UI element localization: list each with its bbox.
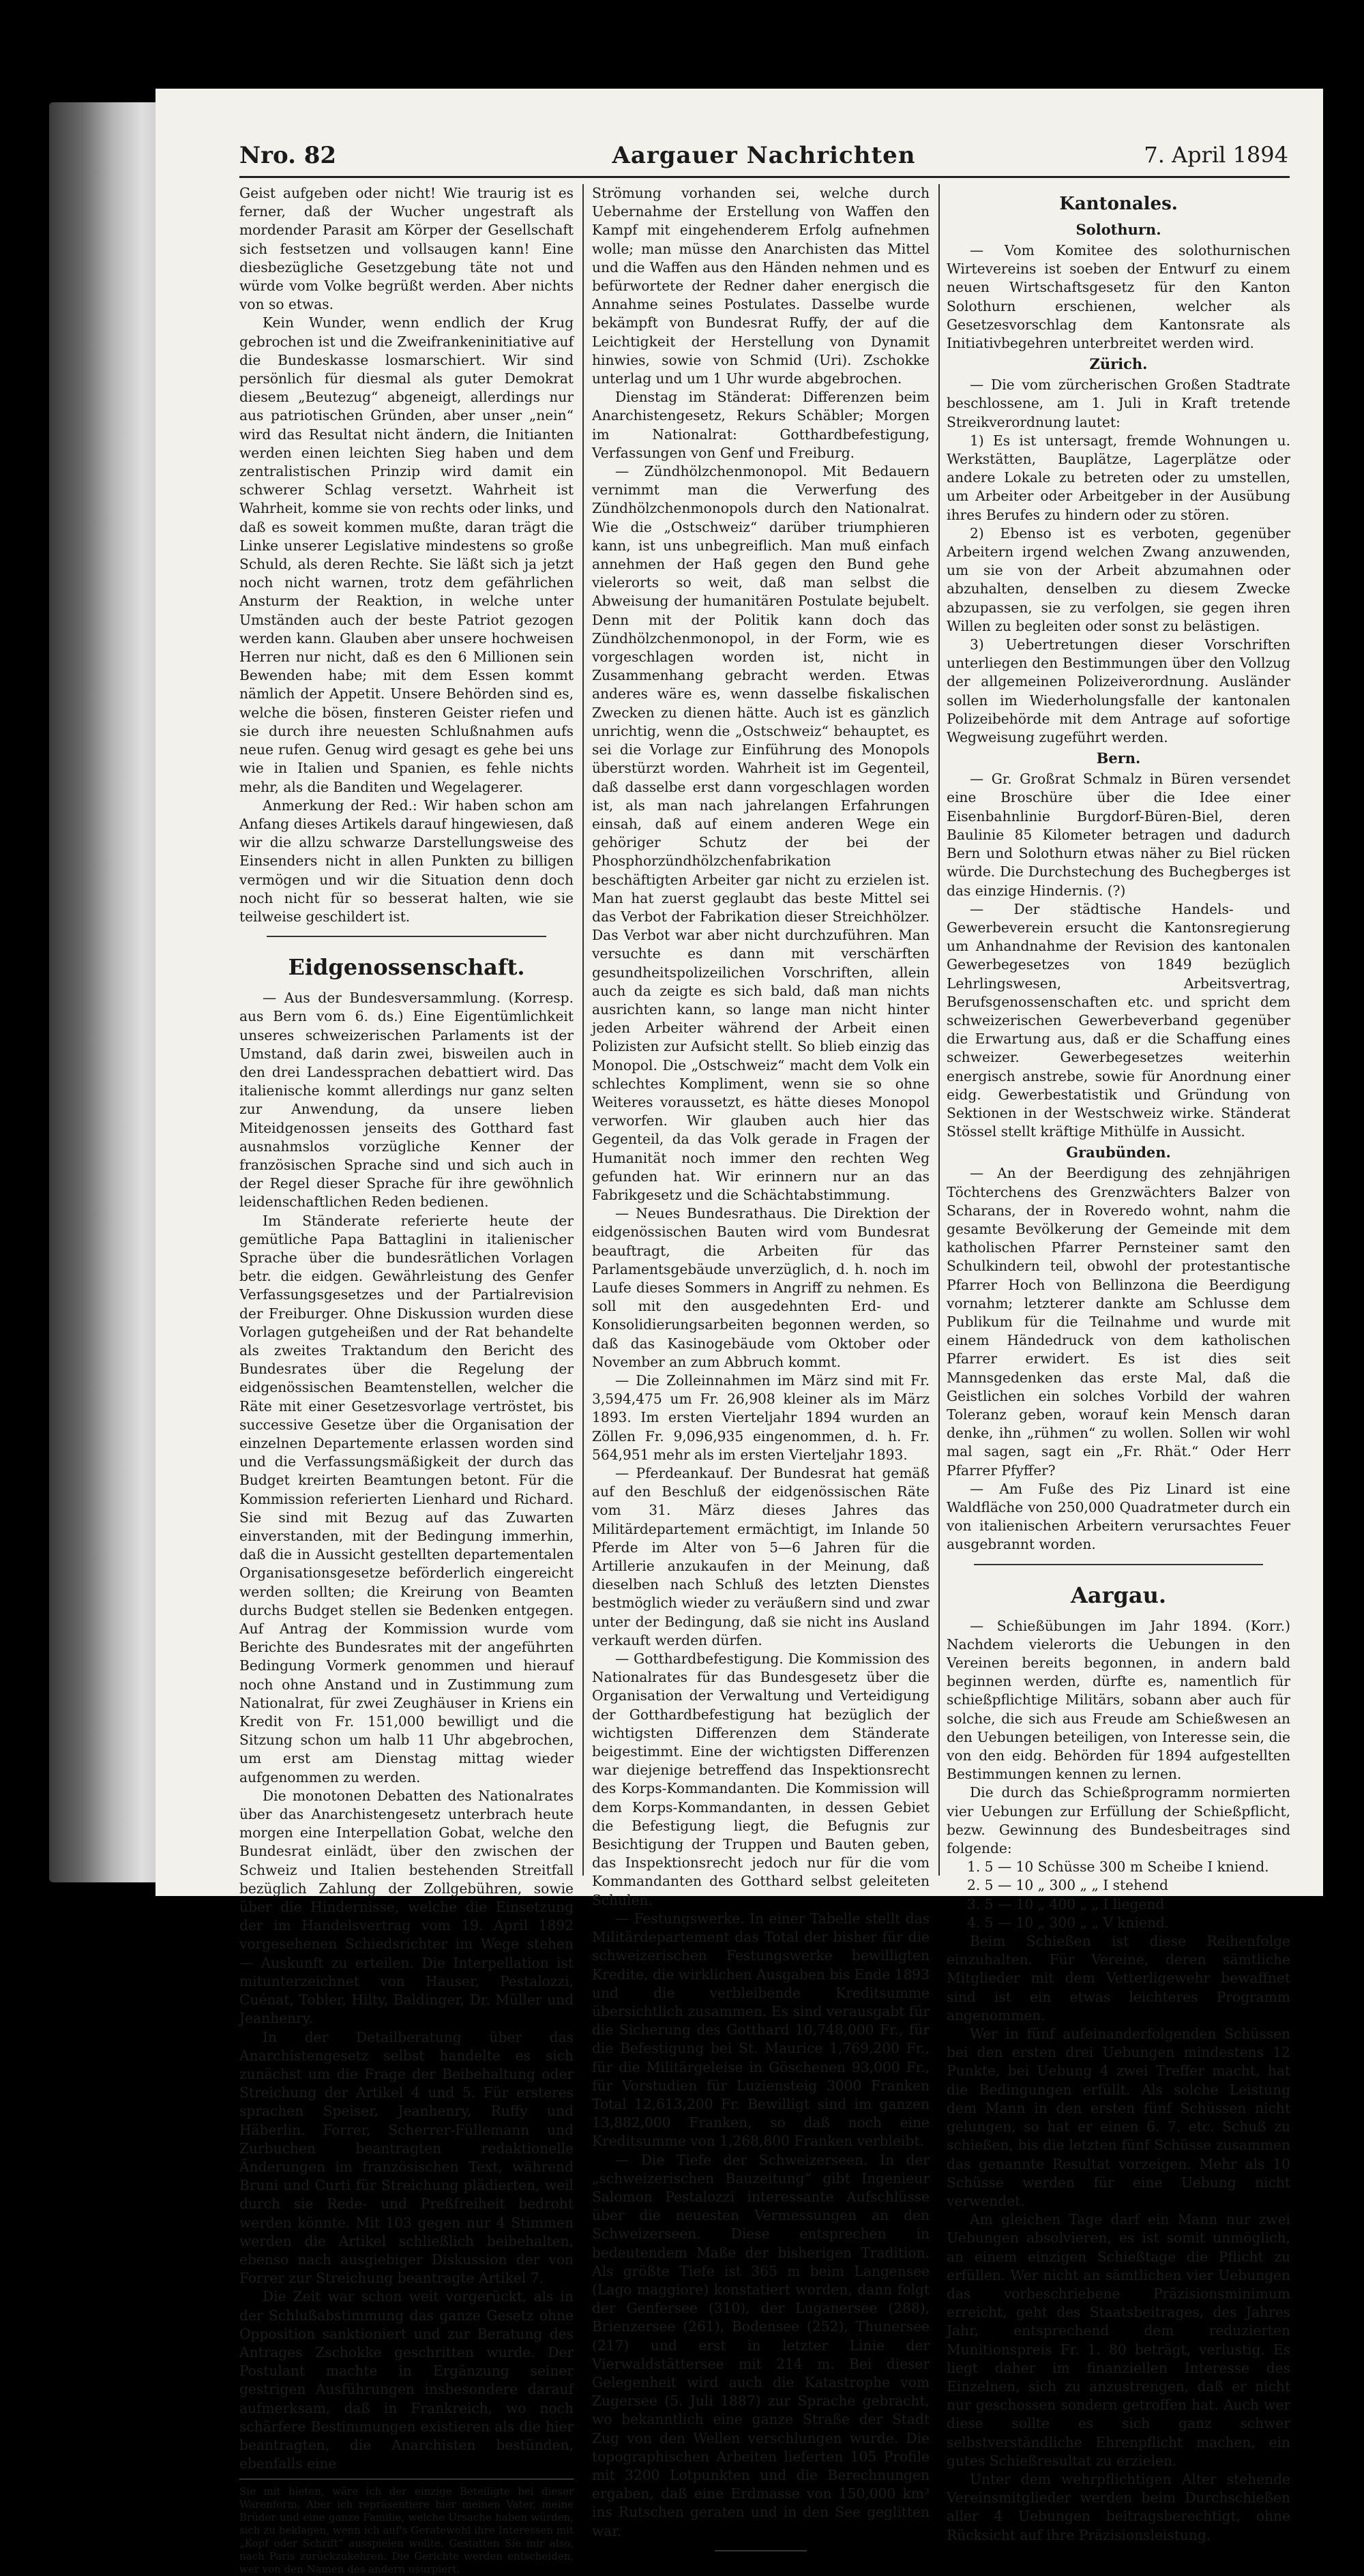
footnote-rule xyxy=(239,2478,574,2480)
article-paragraph: Im Ständerate referierte heute der gemütliche Papa Battaglini in italienischer Sprache über die bundesrätlichen Vorlagen betr. die eidgen. Gewährleistung des Genfer Verfassungsgesetzes und der Partialrevision der Freiburger. Ohne Diskussion wurden diese Vorlagen gutgeheißen und der Rat behandelte als zweites Traktandum den Bericht des Bundesrates über die Regelung der eidgenössischen Beamtenstellen, welcher die Räte mit einer Gesetzesvorlage vertröstet, bis successive Gesetze über die Organisation der einzelnen Departemente erlassen worden sind und die Verfassungsmäßigkeit der durch das Budget kreirten Beamtungen betont. Für die Kommission referierten Lienhard und Richard. Sie sind mit Bezug auf das Zuwarten einverstanden, mit der Bedingung immerhin, daß die in Aussicht gestellten departementalen Organisationsgesetze beförderlich eingereicht werden sollten; die Kreirung von Beamten durchs Budget stellen sie Bedenken entgegen. Auf Antrag der Kommission wurde vom Berichte des Bundesrates mit der angeführten Bedingung Vormerk genommen und hierauf noch ohne Anstand und in Zustimmung zum Nationalrat, für zwei Zeughäuser in Kriens ein Kredit von Fr. 151,000 bewilligt und die Sitzung schon um halb 11 Uhr abgebrochen, um erst am Dienstag mittag wieder aufgenommen zu werden. xyxy=(239,1212,574,1786)
subheading-bern: Bern. xyxy=(1096,750,1141,767)
article-paragraph: Dienstag im Ständerat: Differenzen beim Anarchistengesetz, Rekurs Schäbler; Morgen im Nationalrat: Gotthardbefestigung, Verfassungen von Genf und Freiburg. xyxy=(592,389,930,461)
issue-date: 7. April 1894 xyxy=(1144,142,1288,168)
section-rule xyxy=(267,936,546,937)
list-item: 2. 5 — 10 „ 300 „ „ I stehend xyxy=(967,1877,1168,1894)
article-paragraph: — An der Beerdigung des zehnjährigen Töchterchens des Grenzwächters Balzer von Scharans, der in Roveredo wohnt, nahm die gesamte Bevölkerung der Gemeinde mit dem katholischen Pfarrer Pernsteiner samt den Schulkindern teil, obwohl der protestantische Pfarrer Hoch von Bellinzona die Beerdigung vornahm; letzterer dankte am Schlusse dem Publikum für die Teilnahme und wurde mit einem Händedruck von dem katholischen Pfarrer erwidert. Es ist dies seit Mannsgedenken das erste Mal, daß die Geistlichen ein solches Vorbild der wahren Toleranz geben, worauf kein Mensch daran denke, ihn „rühmen“ zu wollen. Sollen wir wohl mal sagen, sagt ein „Fr. Rhät.“ Oder Herr Pfarrer Pfyffer? xyxy=(947,1165,1290,1479)
article-paragraph: — Die vom zürcherischen Großen Stadtrate beschlossene, am 1. Juli in Kraft tretende Streikverordnung lautet: xyxy=(947,376,1290,430)
column-2 xyxy=(592,184,930,2561)
article-paragraph: — Vom Komitee des solothurnischen Wirtevereins ist soeben der Entwurf zu einem neuen Wirtschaftsgesetz für den Kanton Solothurn erschienen, welcher als Gesetzesvorschlag dem Kantonsrate als Initiativbegehren unterbreitet werden wird. xyxy=(947,242,1290,352)
subheading-solothurn: Solothurn. xyxy=(1076,221,1161,238)
article-paragraph: — Aus der Bundesversammlung. (Korresp. aus Bern vom 6. ds.) Eine Eigentümlichkeit unseres schweizerischen Parlaments ist der Umstand, daß darin zwei, bisweilen auch in den drei Landessprachen debattiert wird. Das italienische kommt allerdings nur ganz selten zur Anwendung, da unsere lieben Miteidgenossen jenseits des Gotthard fast ausnahmslos vorzügliche Kenner der französischen Sprache sind und sich auch in der Regel dieser Sprache für ihre gewöhnlich leidenschaftlichen Reden bedienen. xyxy=(239,990,574,1211)
article-paragraph: Strömung vorhanden sei, welche durch Uebernahme der Erstellung von Waffen den Kampf mit eingehenderem Erfolg aufnehmen wolle; man müsse den Anarchisten das Mittel und die Waffen aus den Händen nehmen und es befürwortete der Redner daher energisch die Annahme seines Postulates. Dasselbe wurde bekämpft von Bundesrat Ruffy, der auf die Leichtigkeit der Herstellung von Dynamit hinwies, sowie von Schmid (Uri). Zschokke unterlag und um 1 Uhr wurde abgebrochen. xyxy=(592,185,930,387)
page-header xyxy=(239,142,1288,169)
newspaper-page xyxy=(155,89,1323,2576)
article-paragraph: — Die Zolleinnahmen im März sind mit Fr. 3,594,475 um Fr. 26,908 kleiner als im März 1893. Im ersten Vierteljahr 1894 wurden an Zöllen Fr. 9,096,935 eingenommen, d. h. Fr. 564,951 mehr als im ersten Vierteljahr 1893. xyxy=(592,1372,930,1463)
article-paragraph: — Neues Bundesrathaus. Die Direktion der eidgenössischen Bauten wird vom Bundesrat beauftragt, die Arbeiten für das Parlamentsgebäude unverzüglich, d. h. noch im Laufe dieses Sommers in Angriff zu nehmen. Es soll mit den ausgedehnten Erd- und Konsolidierungsarbeiten begonnen werden, so daß das Kasinogebäude vom Oktober oder November an zum Abbruch kommt. xyxy=(592,1205,930,1370)
column-3 xyxy=(947,184,1290,2545)
article-paragraph: — Zündhölzchenmonopol. Mit Bedauern vernimmt man die Verwerfung des Zündhölzchenmonopols durch den Nationalrat. Wie die „Ostschweiz“ darüber triumphieren kann, ist uns unbegreiflich. Man muß einfach annehmen der Haß gegen den Bund gehe vielerorts so weit, daß man selbst die Abweisung der humanitären Postulate bejubelt. Denn mit der Politik kann doch das Zündhölzchenmonopol, in der Form, wie es vorgeschlagen worden ist, nicht in Zusammenhang gebracht werden. Etwas anderes wäre es, wenn dasselbe fiskalischen Zwecken zu dienen hätte. Auch ist es gänzlich unrichtig, wenn die „Ostschweiz“ behauptet, es sei die Vorlage zur Einführung des Monopols überstürzt worden. Wahrheit ist im Gegenteil, daß dasselbe erst dann vorgeschlagen worden ist, als man nach jahrelangen Erfahrungen einsah, daß auf einem anderen Wege ein gehöriger Schutz der bei der Phosphorzündhölzchenfabrikation beschäftigten Arbeiter gar nicht zu erzielen ist. Man hat zuerst geglaubt das beste Mittel sei das Verbot der Fabrikation dieser Streichhölzer. Das Verbot war aber nicht durchzuführen. Man versuchte es dann mit verschärften gesundheitspolizeilichen Vorschriften, allein auch da zeigte es sich bald, daß man nichts ausrichten kann, so lange man nicht hinter jeden Arbeiter während der Arbeit einen Polizisten zur Aufsicht stellt. So blieb einzig das Monopol. Die „Ostschweiz“ macht dem Volk ein schlechtes Kompliment, wenn sie so ohne Weiteres voraussetzt, es hätte dieses Monopol verworfen. Wir glauben auch hier das Gegenteil, da das Volk gerade in Fragen der Humanität noch immer den rechten Weg gefunden hat. Wir erinnern nur an das Fabrikgesetz und die Schächtabstimmung. xyxy=(592,463,930,1203)
article-paragraph: — Schießübungen im Jahr 1894. (Korr.) Nachdem vielerorts die Uebungen in den Vereinen bereits begonnen, in andern bald beginnen werden, dürfte es, namentlich für schießpflichtige Militärs, sobann aber auch für solche, die sich aus Freude am Schießwesen an den Uebungen beteiligen, von Interesse sein, die von den eidg. Behörden für 1894 aufgestellten Bestimmungen kennen zu lernen. xyxy=(947,1617,1290,1783)
article-paragraph: — Gotthardbefestigung. Die Kommission des Nationalrates für das Bundesgesetz über die Organisation der Verwaltung und Verteidigung der Gotthardbefestigung hat bezüglich der wichtigsten Differenzen dem Ständerate beigestimmt. Eine der wichtigsten Differenzen war diejenige betreffend das Inspektionsrecht des Korps-Kommandanten. Die Kommission will dem Korps-Kommandanten, in dessen Gebiet die Befestigung liegt, die Befugnis zur Besichtigung der Truppen und Bauten geben, das Inspektionsrecht jedoch nur für die vom Kommandanten des Gotthard selbst geleiteten Schulen. xyxy=(592,1650,930,1908)
list-item: 4. 5 — 10 „ 300 „ „ V kniend. xyxy=(967,1914,1170,1931)
list-item: 3. 5 — 10 „ 400 „ „ I liegend xyxy=(967,1895,1165,1912)
exercise-list xyxy=(947,1858,1290,1932)
section-heading-aargau: Aargau. xyxy=(1071,1582,1166,1608)
article-paragraph: Die durch das Schießprogramm normierten vier Uebungen zur Erfüllung der Schießpflicht, bezw. Gewinnung des Bundesbeitrages sind folgende: xyxy=(947,1784,1290,1857)
article-paragraph: — Der städtische Handels- und Gewerbeverein ersucht die Kantonsregierung um Anhandnahme der Revision des kantonalen Gewerbegesetzes von 1849 bezüglich Lehrlingswesen, Arbeitsvertrag, Berufsgenossenschaften etc. und spricht dem schweizerischen Gewerbeverband gegenüber die Erwartung aus, daß er die Schaffung eines schweizer. Gewerbegesetzes weiterhin energisch anstrebe, sowie für Anordnung einer eidg. Gewerbestatistik und Gründung von Sektionen in der Westschweiz wirke. Ständerat Stössel stellt kräftige Mithülfe in Aussicht. xyxy=(947,900,1290,1140)
column-separator xyxy=(938,184,940,1876)
article-paragraph: 2) Ebenso ist es verboten, gegenüber Arbeitern irgend welchen Zwang anzuwenden, um sie von der Arbeit abzumahnen oder abzuhalten, denselben zu diesem Zwecke abzupassen, sie zu verfolgen, sie gegen ihren Willen zu begleiten oder sonst zu belästigen. xyxy=(947,524,1290,634)
editor-note: Anmerkung der Red.: Wir haben schon am Anfang dieses Artikels darauf hingewiesen, daß wir die allzu schwarze Darstellungsweise des Einsenders nicht in allen Punkten zu billigen vermögen und wir die Situation denn doch noch nicht für so besserat halten, wie sie teilweise geschildert ist. xyxy=(239,797,574,925)
article-paragraph: In der Detailberatung über das Anarchistengesetz selbst handelte es sich zunächst um die Frage der Beibehaltung oder Streichung der Artikel 4 und 5. Für ersteres sprachen Speiser, Jeanhenry, Ruffy und Häberlin. Forrer, Scherrer-Füllemann und Zurbuchen beantragten redaktionelle Änderungen im französischen Text, während Bruni und Curti für Streichung plädierten, weil durch sie Rede- und Preßfreiheit bedroht werden könnte. Mit 103 gegen nur 4 Stimmen werden die Artikel schließlich beibehalten, ebenso nach ausgiebiger Diskussion der von Forrer zur Streichung beantragte Artikel 7. xyxy=(239,2028,574,2287)
header-rule xyxy=(239,176,1290,178)
article-paragraph: — Gr. Großrat Schmalz in Büren versendet eine Broschüre über die Idee einer Eisenbahnlinie Burgdorf-Büren-Biel, deren Baulinie 85 Kilometer betragen und dadurch Bern und Solothurn etwas näher zu Biel rücken würde. Die Durchstechung des Buchegberges ist das einzige Hindernis. (?) xyxy=(947,771,1290,899)
list-item: 1. 5 — 10 Schüsse 300 m Scheibe I kniend. xyxy=(967,1859,1269,1876)
article-paragraph: Wer in fünf aufeinanderfolgenden Schüssen bei den ersten drei Uebungen mindestens 12 Punkte, bei Uebung 4 zwei Treffer macht, hat die Bedingungen erfüllt. Als solche Leistung dem Mann in den ersten fünf Schüssen nicht gelungen, so hat er einen 6. 7. etc. Schuß zu schießen, bis die letzten fünf Schüsse zusammen das genannte Resultat vorzeigen. Mehr als 10 Schüsse werden für eine Uebung nicht verwendet. xyxy=(947,2026,1290,2209)
article-paragraph: — Pferdeankauf. Der Bundesrat hat gemäß auf den Beschluß der eidgenössischen Räte vom 31. März dieses Jahres das Militärdepartement ermächtigt, im Inlande 50 Pferde im Alter von 5—6 Jahren für die Artillerie anzukaufen in der Meinung, daß dieselben nach Schluß des letzten Dienstes bestmöglich wieder zu veräußern sind und zwar unter der Bedingung, daß sie nicht ins Ausland verkauft werden dürfen. xyxy=(592,1465,930,1648)
feuilleton-footnote: Sie mit bieten, wäre ich der einzige Beteiligte bei dieser Warenform. Aber ich repräsentiere hier meinen Vater, meine Brüder und eine ganze Familie, welche Ursache haben würden, sich zu beklagen, wenn ich auf's Geratewohl ihre Interessen mit „Kopf oder Schrift“ ausspielen wollte. Gestatten Sie mir also, nach Paris zurückzukehren. Die Gerichte werden entscheiden, wer von den Namen des andern usurpiert. xyxy=(239,2485,574,2576)
column-separator xyxy=(582,184,584,1876)
article-paragraph: 1) Es ist untersagt, fremde Wohnungen u. Werkstätten, Bauplätze, Lagerplätze oder andere Lokale zu betreten oder zu umstellen, um Arbeiter oder Arbeitgeber in der Ausübung ihres Berufes zu hindern oder zu stören. xyxy=(947,432,1290,523)
subheading-zurich: Zürich. xyxy=(1089,355,1148,373)
column-1 xyxy=(239,184,574,2576)
article-paragraph: Kein Wunder, wenn endlich der Krug gebrochen ist und die Zweifrankeninitiative auf die Bundeskasse losmarschiert. Wir sind persönlich für diesmal als guter Demokrat diesem „Beutezug“ abgeneigt, allerdings nur aus patriotischen Gründen, aber unser „nein“ wird das Resultat nicht ändern, die Initianten werden einen leichten Sieg haben und dem zentralistischen Prinzip wird damit ein schwerer Schlag versetzt. Wahrheit ist Wahrheit, komme sie von rechts oder links, und daß es soweit kommen mußte, daran trägt die Linke unserer Legislative mindestens so große Schuld, als deren Rechte. Sie läßt sich ja jetzt noch nicht warnen, trotz dem gefährlichen Ansturm der Reaktion, in welche unter Umständen auch der beste Patriot gezogen werden kann. Glauben aber unsere hochweisen Herren nur nicht, daß es den 6 Millionen sein Bewenden habe; mit dem Essen kommt nämlich der Appetit. Unsere Behörden sind es, welche die bösen, finsteren Geister riefen und sie durch ihre neuesten Schlußnahmen aufs neue rufen. Genug wird gesagt es gehe bei uns wie in Italien und Spanien, es fehle nichts mehr, als die Banditen und Wegelagerer. xyxy=(239,314,574,795)
article-paragraph: Unter dem wehrpflichtigen Alter stehende Vereinsmitglieder werden beim Durchschießen aller 4 Uebungen beitragsberechtigt, ohne Rücksicht auf ihre Präzisionsleistung. xyxy=(947,2470,1290,2543)
article-paragraph: Geist aufgeben oder nicht! Wie traurig ist es ferner, daß der Wucher ungestraft als mordender Parasit am Körper der Gesellschaft sich festsetzen und vollsaugen kann! Eine diesbezügliche Gesetzgebung täte not und würde vom Volke begrüßt werden. Aber nichts von so etwas. xyxy=(239,185,574,313)
section-heading-eidgenossenschaft: Eidgenossenschaft. xyxy=(288,954,525,981)
book-edge xyxy=(49,102,158,1882)
article-paragraph: Am gleichen Tage darf ein Mann nur zwei Uebungen absolvieren, es ist somit unmöglich, an einem einzigen Schießtage die Pflicht zu erfüllen. Wer nicht an sämtlichen vier Uebungen das vorbeschriebene Präzisionsminimum erreicht, geht des Staatsbeitrages, des Jahres Jahr, entsprechend dem reduzierten Munitionspreis Fr. 1. 80 beträgt, verlustig. Es liegt daher im finanziellen Interesse des Einzelnen, sich zu anzustrengen, daß er nicht nur geschossen sondern getroffen hat. Auch wer diese sollte es sich ganz schwer selbstverständliche Ehrenpflicht machen, ein gutes Schießresultat zu erzielen. xyxy=(947,2211,1290,2469)
article-paragraph: Die monotonen Debatten des Nationalrates über das Anarchistengesetz unterbrach heute morgen eine Interpellation Gobat, welche den Bundesrat einlädt, über den zwischen der Schweiz und Italien bestehenden Streitfall bezüglich Zahlung der Zollgebühren, sowie über die Hindernisse, welche die Einsetzung der im Handelsvertrag vom 19. April 1892 vorgesehenen Schiedsrichter im Wege stehen — Auskunft zu erteilen. Die Interpellation ist mitunterzeichnet von Hauser, Pestalozzi, Cuénat, Tobler, Hilty, Baldinger, Dr. Müller und Jeanhenry. xyxy=(239,1787,574,2027)
article-paragraph: — Die Tiefe der Schweizerseen. In der „schweizerischen Bauzeitung“ gibt Ingenieur Salomon Pestalozzi interessante Aufschlüsse über die neuesten Vermessungen an den Schweizerseen. Diese entsprechen in bedeutendem Maße der bisherigen Tradition. Als größte Tiefe ist 365 m beim Langensee (Lago maggiore) konstatiert worden, dann folgt der Genfersee (310), der Luganersee (288), Brienzersee (261), Bodensee (252), Thunersee (217) und erst in letzter Linie der Vierwaldstättersee mit 214 m. Bei dieser Gelegenheit wird auch die Katastrophe vom Zugersee (5. Juli 1887) zur Sprache gebracht, wo bekanntlich eine ganze Straße der Stadt Zug von den Wellen verschlungen wurde. Die topographischen Arbeiten lieferten 105 Profile mit 3200 Lotpunkten und die Berechnungen ergaben, daß eine Erdmasse von 150,000 km³ ins Rutschen geraten und in den See geglitten war. xyxy=(592,2151,930,2539)
issue-number: Nro. 82 xyxy=(239,142,337,169)
section-heading-kantonales: Kantonales. xyxy=(1059,194,1178,214)
article-paragraph: 3) Uebertretungen dieser Vorschriften unterliegen den Bestimmungen über den Vollzug der allgemeinen Polizeiverordnung. Ausländer sollen im Wiederholungsfalle der kantonalen Polizeibehörde mit dem Antrage auf sofortige Wegweisung zugeführt werden. xyxy=(947,636,1290,746)
newspaper-title: Aargauer Nachrichten xyxy=(612,142,916,169)
article-paragraph: — Festungswerke. In einer Tabelle stellt das Militärdepartement das Total der bisher für die schweizerischen Festungswerke bewilligten Kredite, die wirklichen Ausgaben bis Ende 1893 und die verbleibende Kreditsumme übersichtlich zusammen. Es sind verausgabt für die Sicherung des Gotthard 10,748,000 Fr., für die Befestigung bei St. Maurice 1,769,200 Fr., für die Militärgeleise in Göschenen 93,000 Fr., für Vorstudien für Luziensteig 3000 Franken Total 12,613,200 Fr. Bewilligt sind im ganzen 13,882,000 Franken, so daß noch eine Kreditsumme von 1,268,800 Franken verbleibt. xyxy=(592,1910,930,2150)
section-rule xyxy=(974,1564,1263,1565)
article-paragraph: Beim Schießen ist diese Reihenfolge einzuhalten. Für Vereine, deren sämtliche Mitglieder mit dem Vetterligewehr bewaffnet sind ist ein etwas leichteres Programm angenommen. xyxy=(947,1933,1290,2024)
article-paragraph: Die Zeit war schon weit vorgerückt, als in der Schlußabstimmung das ganze Gesetz ohne Opposition sanktioniert und zur Beratung des Antrages Zschokke geschritten wurde. Der Postulant machte in Ergänzung seiner gestrigen Ausführungen insbesondere darauf aufmerksam, daß in Frankreich, wo noch schärfere Bestimmungen existieren als die hier beantragten, die Anarchisten bestünden, ebenfalls eine xyxy=(239,2288,574,2472)
end-rule xyxy=(715,2550,807,2551)
article-paragraph: — Am Fuße des Piz Linard ist eine Waldfläche von 250,000 Quadratmeter durch ein von italienischen Arbeitern verursachtes Feuer ausgebrannt worden. xyxy=(947,1480,1290,1553)
subheading-graubuenden: Graubünden. xyxy=(1066,1144,1171,1161)
